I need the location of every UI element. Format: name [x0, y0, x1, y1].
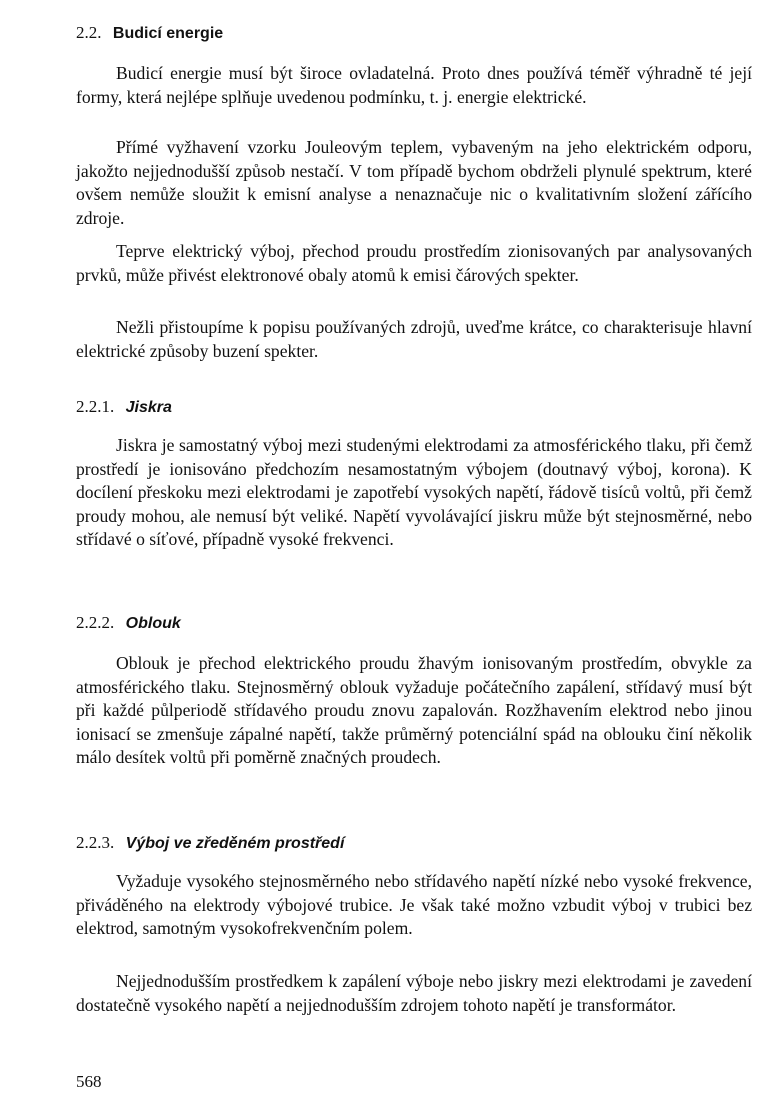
section-title: Výboj ve zředěném prostředí	[125, 835, 345, 852]
section-title: Jiskra	[125, 399, 172, 416]
section-heading-2-2-3	[76, 832, 344, 855]
paragraph: Vyžaduje vysokého stejnosměrného nebo střídavého napětí nízké nebo vysoké frekvence, přiváděného na elektrody výbojové trubice. Je však také možno vzbudit výboj v trubici bez elektrod, samotným vysokofrekvenčním polem.	[76, 871, 752, 938]
paragraph: Teprve elektrický výboj, přechod proudu prostředím zionisovaných par analysovaných prvků, může přivést elektronové obaly atomů k emisi čárových spekter.	[76, 241, 752, 285]
paragraph: Budicí energie musí být široce ovladatelná. Proto dnes používá téměř výhradně té její formy, která nejlépe splňuje uvedenou podmínku, t. j. energie elektrické.	[76, 63, 752, 107]
section-title: Oblouk	[125, 615, 181, 632]
section-number: 2.2.	[76, 23, 102, 42]
paragraph: Jiskra je samostatný výboj mezi studenými elektrodami za atmosférického tlaku, při čemž prostředí je ionisováno předchozím nesamostatným výbojem (doutnavý výboj, korona). K docílení přeskoku mezi elektrodami je zapotřebí vysokých napětí, řádově tisíců voltů, při čemž proudy mohou, ale nemusí být veliké. Napětí vyvolávající jiskru může být stejnosměrné, nebo střídavé o síťové, případně vysoké frekvenci.	[76, 435, 752, 549]
section-heading-2-2-1	[76, 396, 172, 419]
page-number: 568	[76, 1072, 102, 1091]
section-number: 2.2.3.	[76, 833, 115, 852]
section-title: Budicí energie	[112, 25, 224, 42]
paragraph: Oblouk je přechod elektrického proudu žhavým ionisovaným prostředím, obvykle za atmosférického tlaku. Stejnosměrný oblouk vyžaduje počátečního zapálení, střídavý musí být při každé půlperiodě střídavého proudu znovu zapalován. Rozžhavením elektrod nebo jinou ionisací se zmenšuje zápalné napětí, takže průměrný potenciální spád na oblouku činí několik málo desítek voltů při poměrně značných proudech.	[76, 653, 752, 767]
section-heading-2-2-2	[76, 612, 181, 635]
paragraph: Nežli přistoupíme k popisu používaných zdrojů, uveďme krátce, co charakterisuje hlavní elektrické způsoby buzení spekter.	[76, 317, 752, 361]
paragraph: Nejjednodušším prostředkem k zapálení výboje nebo jiskry mezi elektrodami je zavedení dostatečně vysokého napětí a nejjednodušším zdrojem tohoto napětí je transformátor.	[76, 971, 752, 1015]
section-number: 2.2.2.	[76, 613, 115, 632]
paragraph: Přímé vyžhavení vzorku Jouleovým teplem, vybaveným na jeho elektrickém odporu, jakožto nejjednodušší způsob nestačí. V tom případě bychom obdrželi plynulé spektrum, které ovšem nemůže sloužit k emisní analyse a nenaznačuje nic o kvalitativním složení zářícího zdroje.	[76, 137, 752, 228]
section-heading-2-2	[76, 22, 223, 45]
section-number: 2.2.1.	[76, 397, 115, 416]
